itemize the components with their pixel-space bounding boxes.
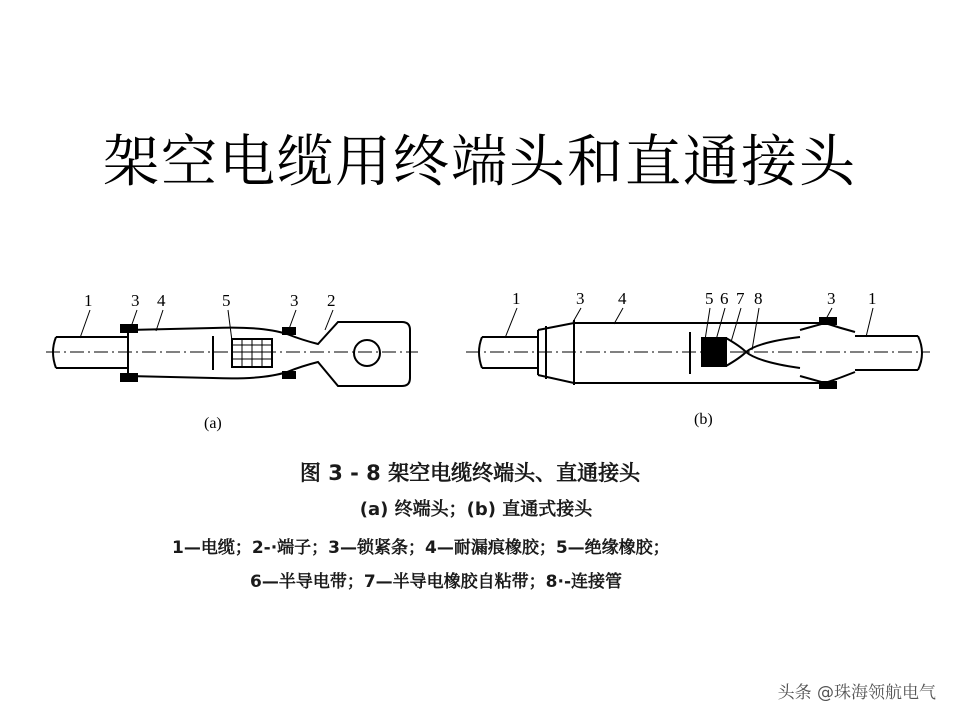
figure-caption-subtitle: (a) 终端头；(b) 直通式接头 — [359, 499, 593, 520]
label-a-3b: 3 — [290, 291, 299, 310]
label-b-6: 6 — [720, 289, 729, 308]
label-a-5: 5 — [222, 291, 231, 310]
label-b-1b: 1 — [868, 289, 877, 308]
label-a-1: 1 — [84, 291, 93, 310]
figure-legend-line-2: 6—半导电带；7—半导电橡胶自粘带；8·-连接管 — [250, 572, 622, 592]
label-b-3b: 3 — [827, 289, 836, 308]
figure-caption-title: 图 3 - 8 架空电缆终端头、直通接头 — [299, 461, 641, 485]
slide-title: 架空电缆用终端头和直通接头 — [103, 130, 857, 195]
straight-joint-labels — [512, 289, 877, 308]
straight-joint-drawing — [466, 318, 930, 388]
label-b-7: 7 — [736, 289, 745, 308]
label-a-3: 3 — [131, 291, 140, 310]
watermark: 头条 @珠海领航电气 — [777, 683, 936, 703]
figure-legend-line-1: 1—电缆；2-·端子；3—锁紧条；4—耐漏痕橡胶；5—绝缘橡胶； — [172, 538, 670, 558]
label-b-3: 3 — [576, 289, 585, 308]
sublabel-b: (b) — [694, 411, 713, 428]
label-a-2: 2 — [327, 291, 336, 310]
sublabel-a: (a) — [204, 415, 222, 432]
terminal-head-labels — [84, 291, 336, 310]
label-b-4: 4 — [618, 289, 627, 308]
label-a-4: 4 — [157, 291, 166, 310]
terminal-head-drawing — [46, 322, 418, 386]
label-b-5: 5 — [705, 289, 714, 308]
label-b-1: 1 — [512, 289, 521, 308]
label-b-8: 8 — [754, 289, 763, 308]
